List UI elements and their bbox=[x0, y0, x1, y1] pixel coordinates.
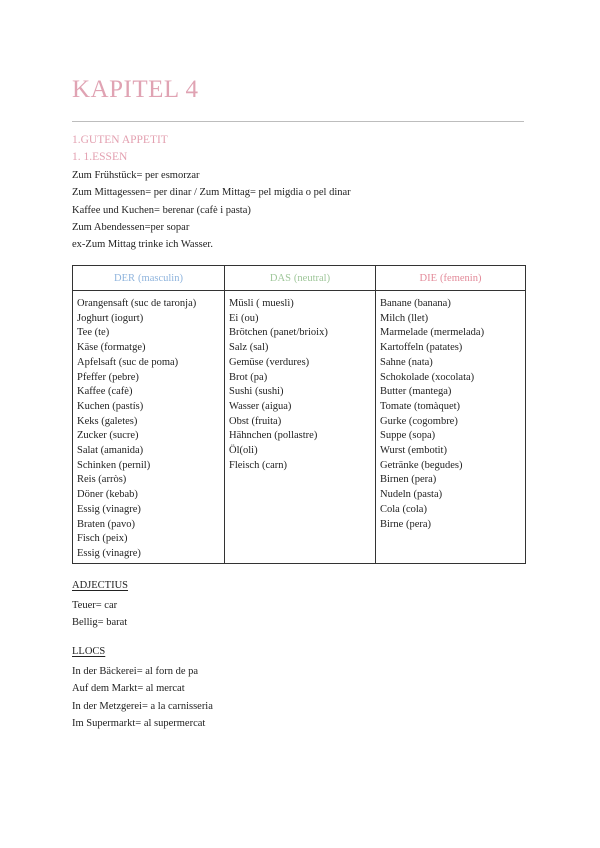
list-item: In der Bäckerei= al forn de pa bbox=[72, 666, 199, 677]
list-item: Salat (amanida) bbox=[77, 445, 144, 457]
article-label: DER bbox=[114, 272, 136, 284]
meal-line: Zum Abendessen=per sopar bbox=[72, 221, 190, 233]
list-item: Bellig= barat bbox=[72, 617, 128, 629]
list-item: Joghurt (iogurt) bbox=[77, 312, 144, 324]
list-item: Braten (pavo) bbox=[77, 518, 136, 530]
column-header-das bbox=[225, 266, 376, 291]
list-item: Banane (banana) bbox=[380, 298, 451, 309]
meals-list bbox=[72, 167, 351, 253]
list-item: Apfelsaft (suc de poma) bbox=[77, 356, 179, 368]
llocs-list bbox=[72, 663, 213, 732]
list-item: Nudeln (pasta) bbox=[380, 489, 443, 501]
section-heading: 1.GUTEN APPETIT bbox=[72, 134, 168, 146]
article-label: DAS bbox=[269, 272, 291, 284]
list-item: Gurke (cogombre) bbox=[380, 415, 458, 427]
list-item: Fisch (peix) bbox=[77, 533, 128, 545]
gender-label: (femenin) bbox=[440, 272, 482, 284]
meal-line: ex-Zum Mittag trinke ich Wasser. bbox=[72, 239, 213, 251]
list-item: Pfeffer (pebre) bbox=[77, 371, 139, 383]
list-item: Reis (arròs) bbox=[77, 474, 127, 486]
list-item: Essig (vinagre) bbox=[77, 503, 141, 515]
llocs-heading: LLOCS bbox=[72, 646, 106, 657]
list-item: Kaffee (cafè) bbox=[77, 386, 133, 398]
list-item: Döner (kebab) bbox=[77, 489, 138, 501]
list-item: Suppe (sopa) bbox=[380, 430, 436, 442]
list-item: Gemüse (verdures) bbox=[229, 356, 310, 368]
list-item: Wasser (aigua) bbox=[229, 400, 292, 412]
meal-line: Kaffee und Kuchen= berenar (cafè i pasta) bbox=[72, 204, 251, 216]
list-item: In der Metzgerei= a la carnisseria bbox=[72, 700, 213, 712]
list-item: Tomate (tomàquet) bbox=[380, 400, 461, 412]
gender-label: (masculin) bbox=[138, 272, 183, 284]
list-item: Im Supermarkt= al supermercat bbox=[72, 717, 206, 729]
list-item: Orangensaft (suc de taronja) bbox=[77, 298, 197, 309]
list-item: Keks (galetes) bbox=[77, 415, 138, 427]
list-item: Kuchen (pastís) bbox=[77, 400, 144, 412]
list-item: Milch (llet) bbox=[380, 312, 429, 324]
gender-label: (neutral) bbox=[293, 272, 331, 284]
list-item: Butter (mantega) bbox=[380, 386, 452, 398]
list-item: Getränke (begudes) bbox=[380, 459, 463, 471]
list-item: Essig (vinagre) bbox=[77, 547, 141, 559]
column-das-items bbox=[225, 291, 376, 563]
column-die-items bbox=[376, 291, 525, 563]
list-item: Zucker (sucre) bbox=[77, 430, 139, 442]
article-label: DIE bbox=[419, 272, 438, 284]
list-item: Obst (fruita) bbox=[229, 415, 282, 427]
adjectius-list bbox=[72, 597, 127, 632]
list-item: Teuer= car bbox=[72, 600, 118, 611]
page-title: KAPITEL 4 bbox=[72, 76, 199, 103]
list-item: Marmelade (mermelada) bbox=[380, 327, 485, 339]
list-item: Birnen (pera) bbox=[380, 474, 437, 486]
meal-line: Zum Mittagessen= per dinar / Zum Mittag= pel migdia o pel dinar bbox=[72, 187, 351, 199]
list-item: Birne (pera) bbox=[380, 518, 432, 530]
column-header-die bbox=[376, 266, 525, 291]
column-der-items bbox=[73, 291, 225, 563]
column-header-der bbox=[73, 266, 225, 291]
list-item: Tee (te) bbox=[77, 327, 110, 339]
meal-line: Zum Frühstück= per esmorzar bbox=[72, 170, 200, 181]
list-item: Brot (pa) bbox=[229, 371, 268, 383]
list-item: Wurst (embotit) bbox=[380, 445, 447, 457]
list-item: Fleisch (carn) bbox=[229, 459, 288, 471]
list-item: Salz (sal) bbox=[229, 342, 269, 354]
adjectius-heading: ADJECTIUS bbox=[72, 580, 129, 591]
list-item: Sushi (sushi) bbox=[229, 386, 284, 398]
list-item: Kartoffeln (patates) bbox=[380, 342, 463, 354]
list-item: Brötchen (panet/brioix) bbox=[229, 327, 328, 339]
list-item: Käse (formatge) bbox=[77, 342, 146, 354]
vocabulary-table bbox=[72, 265, 526, 564]
list-item: Müsli ( mueslì) bbox=[229, 298, 294, 309]
list-item: Cola (cola) bbox=[380, 503, 427, 515]
title-divider bbox=[72, 121, 524, 122]
list-item: Schinken (pernil) bbox=[77, 459, 151, 471]
subsection-heading: 1. 1.ESSEN bbox=[72, 151, 128, 163]
list-item: Sahne (nata) bbox=[380, 356, 433, 368]
list-item: Schokolade (xocolata) bbox=[380, 371, 475, 383]
list-item: Öl(oli) bbox=[229, 445, 258, 457]
list-item: Ei (ou) bbox=[229, 312, 259, 324]
list-item: Hähnchen (pollastre) bbox=[229, 430, 318, 442]
list-item: Auf dem Markt= al mercat bbox=[72, 683, 185, 695]
